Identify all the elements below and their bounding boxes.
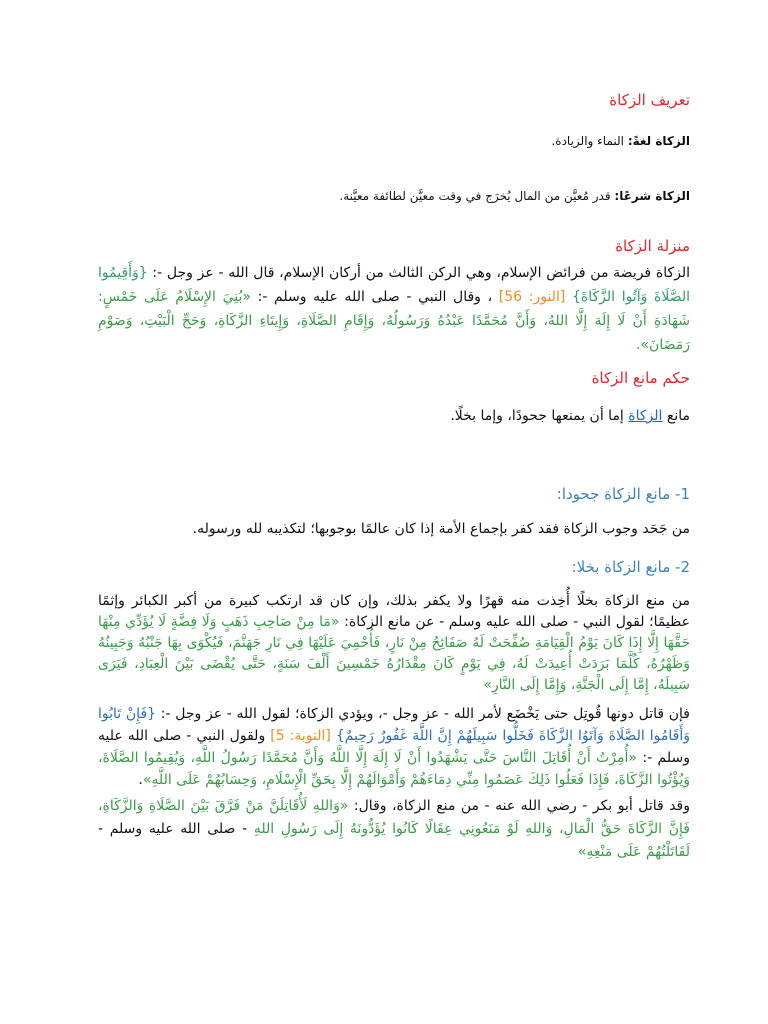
quran-verse: {وَأَقِيمُوا الصَّلَاةَ وَآتُوا الزَّكَاةَ} bbox=[98, 265, 691, 305]
denial-subheading: 1- مانع الزكاة جحودا: bbox=[556, 485, 690, 503]
quran-verse: {فَإِنْ تَابُوا وَأَقَامُوا الصَّلَاةَ وَآتَوُا الزَّكَاةَ فَخَلُّوا سَبِيلَهُمْ إِنَّ اللَّهَ غَفُورٌ رَحِيمٌ} bbox=[98, 706, 690, 744]
status-heading: منزلة الزكاة bbox=[615, 237, 690, 255]
legal-definition bbox=[98, 189, 690, 203]
body-text: وقد قاتل أبو بكر - رضي الله عنه - من منع الزكاة، وقال: bbox=[348, 798, 690, 814]
body-text: - صلى الله عليه وسلم - bbox=[98, 821, 254, 837]
hadith-quote: لَقَاتَلْتُهُمْ عَلَى مَنْعِهِ» bbox=[577, 844, 690, 860]
stinginess-paragraph-1 bbox=[98, 591, 690, 696]
body-text: . bbox=[138, 772, 143, 788]
linguistic-definition-label: الزكاة لغةً: bbox=[627, 134, 690, 148]
status-paragraph bbox=[98, 261, 690, 357]
document-body bbox=[98, 90, 690, 864]
legal-definition-label: الزكاة شرعًا: bbox=[614, 189, 690, 203]
definition-heading: تعريف الزكاة bbox=[609, 91, 690, 109]
body-text: فإن قاتل دونها قُوتِل حتى يَخْضَع لأمر الله - عز وجل -، ويؤدي الزكاة؛ لقول الله - عز وجل -: bbox=[156, 706, 691, 722]
ruling-heading: حكم مانع الزكاة bbox=[591, 369, 690, 387]
linguistic-definition-text: النماء والزيادة. bbox=[551, 134, 628, 148]
body-text: الزكاة فريضة من فرائض الإسلام، وهي الركن الثالث من أركان الإسلام، قال الله - عز وجل -: bbox=[147, 265, 690, 281]
body-text: إما أن يمنعها جحودًا، وإما بخلًا. bbox=[450, 408, 629, 424]
hadith-quote: «وَاللهِ لَأُقَاتِلَنَّ مَنْ فَرَّقَ بَيْنَ الصَّلَاةِ وَالزَّكَاةِ، فَإِنَّ الزَّكَاةَ حَقُّ الْمَالِ، وَاللهِ لَوْ مَنَعُونِي عِقَالًا كَانُوا يُؤَدُّونَهُ إِلَى رَسُولِ اللهِ bbox=[98, 798, 690, 837]
stinginess-subheading: 2- مانع الزكاة بخلا: bbox=[571, 558, 690, 576]
stinginess-paragraph-2 bbox=[98, 703, 690, 791]
verse-reference: [التوبة: 5] bbox=[270, 728, 336, 744]
linguistic-definition bbox=[98, 134, 690, 148]
legal-definition-text: قدر مُعيَّن من المال يُخرَج في وقت معيَّن لطائفة معيَّنة. bbox=[339, 189, 615, 203]
ruling-intro bbox=[98, 405, 690, 427]
hadith-quote: «بُنِيَ الإِسْلَامُ عَلَى خَمْسٍ: شَهَادَةِ أَنْ لَا إِلَهَ إِلَّا اللهُ، وَأَنَّ مُحَمَّدًا عَبْدُهُ وَرَسُولُهُ، وَإِقَامِ الصَّلَاةِ، وَإِيتَاءِ الزَّكَاةِ، وَحَجِّ الْبَيْتِ، وَصَوْمِ رَمَضَانَ». bbox=[98, 289, 690, 353]
body-text: ، وقال النبي - صلى الله عليه وسلم -: bbox=[250, 289, 499, 305]
verse-reference: [النور: 56] bbox=[498, 289, 572, 305]
zakat-link[interactable]: الزكاة bbox=[628, 408, 663, 424]
body-text: مانع bbox=[662, 408, 690, 424]
body-text: ولقول النبي - صلى الله عليه وسلم -: bbox=[98, 728, 690, 766]
denial-text: من جَحَد وجوب الزكاة فقد كفر بإجماع الأمة إذا كان عالمًا بوجوبها؛ لتكذيبه لله ورسوله. bbox=[192, 521, 690, 537]
stinginess-paragraph-3 bbox=[98, 795, 690, 864]
hadith-quote: «أُمِرْتُ أَنْ أُقَاتِلَ النَّاسَ حَتَّى يَشْهَدُوا أَنْ لَا إِلَهَ إِلَّا اللَّهُ وَأَنَّ مُحَمَّدًا رَسُولُ اللَّهِ، وَيُقِيمُوا الصَّلَاةَ، وَيُؤْتُوا الزَّكَاةَ، فَإِذَا فَعَلُوا ذَلِكَ عَصَمُوا مِنِّي دِمَاءَهُمْ وَأَمْوَالَهُمْ إِلَّا بِحَقِّ الْإِسْلَامِ، وَحِسَابُهُمْ عَلَى اللَّهِ» bbox=[98, 750, 690, 788]
body-text: من منع الزكاة بخلًا أُخِذت منه قهرًا ولا يكفر بذلك، وإن كان قد ارتكب كبيرة من أكبر الكبائر وإثمًا عظيمًا؛ لقول النبي - صلى الله عليه وسلم - عن مانع الزكاة: bbox=[98, 593, 690, 630]
hadith-quote: «مَا مِنْ صَاحِبِ ذَهَبٍ وَلَا فِضَّةٍ لَا يُؤَدِّي مِنْهَا حَقَّهَا إِلَّا إِذَا كَانَ يَوْمُ الْقِيَامَةِ صُفِّحَتْ لَهُ صَفَائِحُ مِنْ نَارٍ، فَأُحْمِيَ عَلَيْهَا فِي نَارِ جَهَنَّمَ، فَيُكْوَى بِهَا جَنْبُهُ وَجَبِينُهُ وَظَهْرُهُ، كُلَّمَا بَرَدَتْ أُعِيدَتْ لَهُ، فِي يَوْمٍ كَانَ مِقْدَارُهُ خَمْسِينَ أَلْفَ سَنَةٍ، حَتَّى يُقْضَى بَيْنَ الْعِبَادِ، فَيَرَى سَبِيلَهُ، إِمَّا إِلَى الْجَنَّةِ، وَإِمَّا إِلَى النَّارِ» bbox=[98, 614, 690, 693]
